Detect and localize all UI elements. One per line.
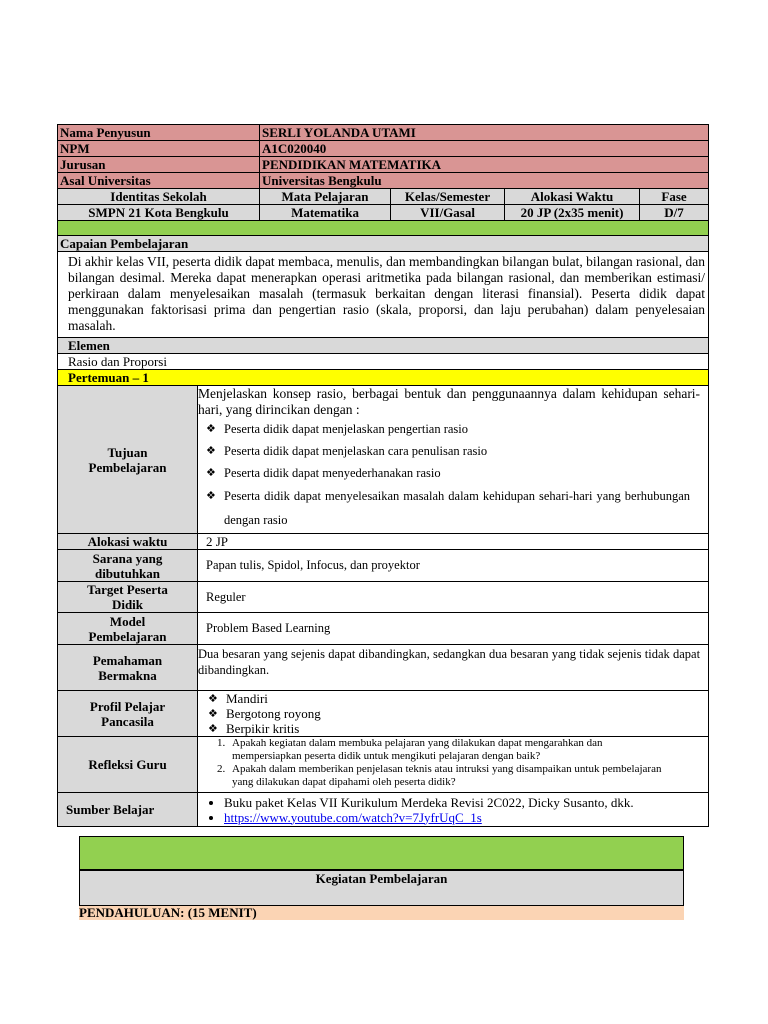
alokasi-value: 2 JP: [198, 534, 709, 550]
refleksi-list: [198, 737, 668, 789]
identity-row: [58, 141, 709, 157]
lesson-plan-table: [57, 124, 709, 827]
model-value: Problem Based Learning: [198, 613, 709, 645]
school-value-row: [58, 205, 709, 221]
identity-label: NPM: [58, 141, 260, 157]
identity-value: PENDIDIKAN MATEMATIKA: [260, 157, 709, 173]
header-kelas-semester: Kelas/Semester: [391, 189, 505, 205]
green-divider: [58, 221, 709, 236]
identity-row: [58, 157, 709, 173]
sarana-value: Papan tulis, Spidol, Infocus, dan proyektor: [198, 550, 709, 582]
sumber-list: [198, 795, 708, 825]
header-identitas-sekolah: Identitas Sekolah: [58, 189, 260, 205]
sumber-link-item: [224, 810, 708, 825]
elemen-title: Elemen: [58, 338, 709, 354]
profil-item: ❖ Bergotong royong: [208, 706, 708, 721]
elemen-title-row: [58, 338, 709, 354]
tujuan-content: [198, 386, 709, 534]
lesson-plan-page: [57, 124, 708, 827]
profil-row: [58, 691, 709, 737]
refleksi-item: 2. Apakah dalam memberikan penjelasan teknis atau intruksi yang disampaikan untuk pembelajaran yang dilakukan dapat dipahami oleh peserta didik?: [228, 763, 668, 789]
value-mata-pelajaran: Matematika: [260, 205, 391, 221]
pemahaman-label: Pemahaman Bermakna: [58, 645, 198, 691]
model-row: [58, 613, 709, 645]
identity-value: A1C020040: [260, 141, 709, 157]
identity-value: Universitas Bengkulu: [260, 173, 709, 189]
target-label: Target Peserta Didik: [58, 582, 198, 613]
alokasi-row: [58, 534, 709, 550]
sarana-label: Sarana yang dibutuhkan: [58, 550, 198, 582]
identity-label: Nama Penyusun: [58, 125, 260, 141]
elemen-value: Rasio dan Proporsi: [58, 354, 709, 370]
sumber-content: [198, 793, 709, 827]
sarana-row: [58, 550, 709, 582]
capaian-title: Capaian Pembelajaran: [58, 236, 709, 252]
green-divider-cell: [58, 221, 709, 236]
pemahaman-value: Dua besaran yang sejenis dapat dibandingkan, sedangkan dua besaran yang tidak sejenis tidak dapat dibandingkan.: [198, 645, 709, 691]
capaian-title-row: [58, 236, 709, 252]
header-alokasi-waktu: Alokasi Waktu: [505, 189, 640, 205]
sumber-row: [58, 793, 709, 827]
pemahaman-row: [58, 645, 709, 691]
pendahuluan-title: PENDAHULUAN: (15 MENIT): [79, 906, 684, 920]
tujuan-item: ❖ Peserta didik dapat menjelaskan cara penulisan rasio: [206, 440, 708, 462]
elemen-value-row: [58, 354, 709, 370]
profil-item: ❖ Berpikir kritis: [208, 721, 708, 736]
identity-label: Asal Universitas: [58, 173, 260, 189]
value-identitas-sekolah: SMPN 21 Kota Bengkulu: [58, 205, 260, 221]
kegiatan-title: Kegiatan Pembelajaran: [79, 870, 684, 906]
kegiatan-green-band: [79, 836, 684, 870]
value-fase: D/7: [640, 205, 709, 221]
profil-label: Profil Pelajar Pancasila: [58, 691, 198, 737]
pertemuan-row: [58, 370, 709, 386]
pertemuan-label: Pertemuan – 1: [58, 370, 709, 386]
capaian-text-row: [58, 252, 709, 338]
identity-row: [58, 173, 709, 189]
identity-row: [58, 125, 709, 141]
sumber-label: Sumber Belajar: [58, 793, 198, 827]
tujuan-item: ❖ Peserta didik dapat menyederhanakan rasio: [206, 462, 708, 484]
identity-value: SERLI YOLANDA UTAMI: [260, 125, 709, 141]
identity-label: Jurusan: [58, 157, 260, 173]
target-row: [58, 582, 709, 613]
tujuan-item: ❖ Peserta didik dapat menjelaskan pengertian rasio: [206, 418, 708, 440]
header-mata-pelajaran: Mata Pelajaran: [260, 189, 391, 205]
sumber-youtube-link[interactable]: https://www.youtube.com/watch?v=7JyfrUqC_1s: [224, 809, 482, 825]
profil-list: [198, 691, 708, 736]
tujuan-list: [198, 418, 708, 532]
capaian-text: Di akhir kelas VII, peserta didik dapat membaca, menulis, dan membandingkan bilangan bulat, bilangan rasional, dan bilangan desimal. Mereka dapat menerapkan operasi aritmetika pada bilangan rasional, dan memberikan estimasi/ perkiraan dalam menyelesaikan masalah (termasuk berkaitan dengan literasi finansial). Peserta didik dapat menggunakan faktorisasi prima dan pengertian rasio (skala, proporsi, dan laju perubahan) dalam penyelesaian masalah.: [58, 252, 709, 338]
school-header-row: [58, 189, 709, 205]
model-label: Model Pembelajaran: [58, 613, 198, 645]
refleksi-label: Refleksi Guru: [58, 737, 198, 793]
tujuan-label: Tujuan Pembelajaran: [58, 386, 198, 534]
refleksi-item: 1. Apakah kegiatan dalam membuka pelajaran yang dilakukan dapat mengarahkan dan mempersiapkan peserta didik untuk mengikuti pelajaran dengan baik?: [228, 737, 668, 763]
refleksi-content: [198, 737, 709, 793]
value-alokasi-waktu: 20 JP (2x35 menit): [505, 205, 640, 221]
profil-item: ❖ Mandiri: [208, 691, 708, 706]
alokasi-label: Alokasi waktu: [58, 534, 198, 550]
value-kelas-semester: VII/Gasal: [391, 205, 505, 221]
sumber-book: • Buku paket Kelas VII Kurikulum Merdeka Revisi 2C022, Dicky Susanto, dkk.: [224, 795, 708, 810]
tujuan-item: ❖ Peserta didik dapat menyelesaikan masalah dalam kehidupan sehari-hari yang berhubungan dengan rasio: [206, 484, 708, 532]
tujuan-intro: Menjelaskan konsep rasio, berbagai bentuk dan penggunaannya dalam kehidupan sehari-hari, yang dirincikan dengan :: [198, 386, 701, 417]
profil-content: [198, 691, 709, 737]
target-value: Reguler: [198, 582, 709, 613]
refleksi-row: [58, 737, 709, 793]
header-fase: Fase: [640, 189, 709, 205]
tujuan-row: [58, 386, 709, 534]
